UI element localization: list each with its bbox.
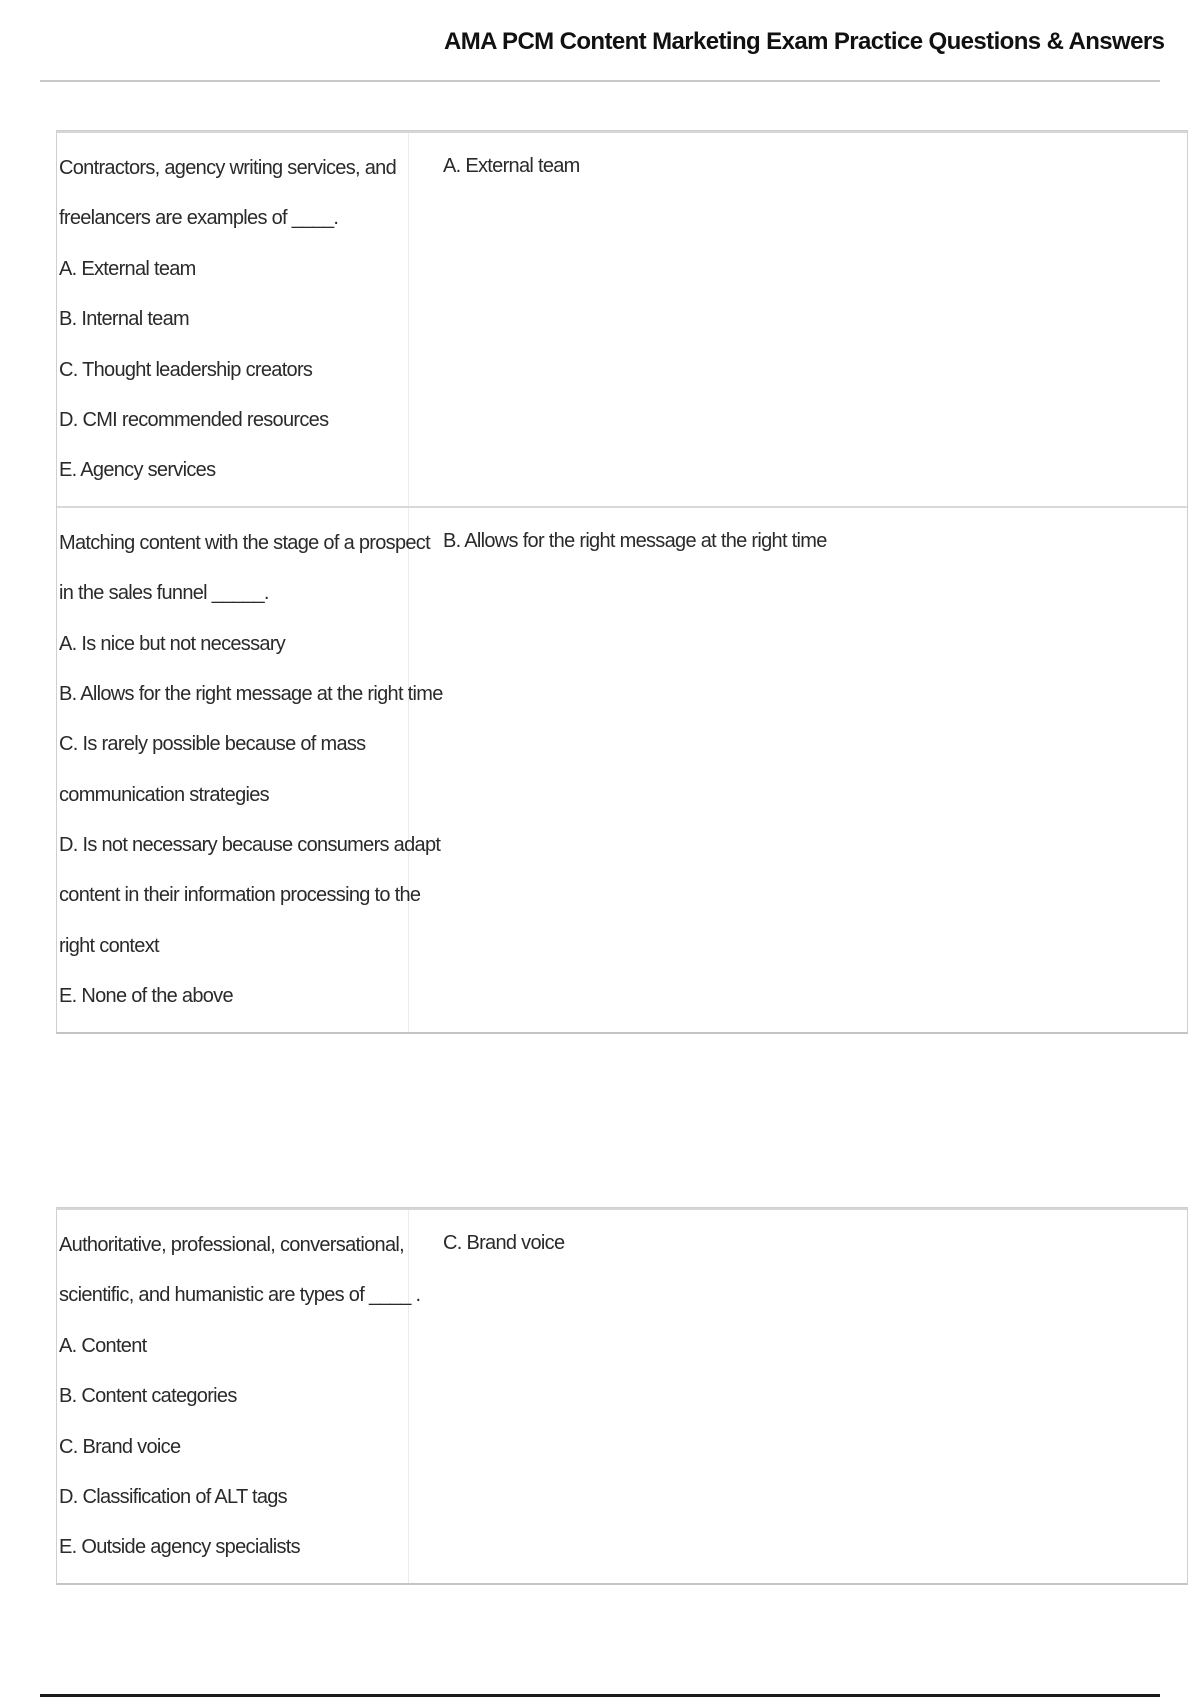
qa-row: [57, 506, 1187, 1032]
footer-divider: [40, 1694, 1160, 1697]
option-c: C. Thought leadership creators: [59, 358, 313, 381]
question-text: Contractors, agency writing services, and: [59, 157, 397, 179]
question-text: Matching content with the stage of a prospect: [59, 531, 430, 554]
question-text: freelancers are examples of ____.: [59, 207, 339, 230]
answer-text: A. External team: [443, 155, 580, 177]
option-e: E. None of the above: [59, 985, 233, 1008]
option-a: A. External team: [59, 257, 196, 280]
option-c: C. Is rarely possible because of mass: [59, 733, 366, 756]
option-d-continued: content in their information processing to the: [59, 884, 421, 907]
question-text: Authoritative, professional, conversational,: [59, 1234, 404, 1256]
qa-row: [57, 1208, 1187, 1583]
option-d: D. CMI recommended resources: [59, 408, 329, 431]
option-b: B. Content categories: [59, 1385, 237, 1408]
page-title: AMA PCM Content Marketing Exam Practice Questions & Answers: [444, 28, 1165, 55]
qa-table: [56, 130, 1188, 1034]
answer-cell: [409, 508, 1187, 1032]
option-e: E. Agency services: [59, 459, 216, 482]
qa-table: [56, 1207, 1188, 1585]
question-cell: [57, 133, 409, 506]
page-header: [0, 0, 1200, 82]
question-text: in the sales funnel _____.: [59, 582, 269, 605]
header-divider: [40, 80, 1160, 82]
option-c: C. Brand voice: [59, 1435, 181, 1458]
answer-cell: [409, 1210, 1187, 1583]
answer-cell: [409, 133, 1187, 506]
qa-row: [57, 131, 1187, 506]
option-d: D. Is not necessary because consumers adapt: [59, 834, 441, 857]
option-b: B. Allows for the right message at the right time: [59, 682, 443, 705]
option-e: E. Outside agency specialists: [59, 1536, 300, 1559]
question-text: scientific, and humanistic are types of ____ .: [59, 1284, 421, 1307]
question-cell: [57, 1210, 421, 1583]
option-d: D. Classification of ALT tags: [59, 1485, 287, 1508]
option-b: B. Internal team: [59, 308, 189, 331]
option-a: A. Is nice but not necessary: [59, 632, 286, 655]
option-d-continued: right context: [59, 934, 159, 957]
answer-text: C. Brand voice: [443, 1232, 565, 1254]
question-cell: [57, 508, 443, 1032]
answer-text: B. Allows for the right message at the right time: [443, 529, 827, 552]
option-a: A. Content: [59, 1334, 147, 1357]
option-c-continued: communication strategies: [59, 783, 269, 806]
